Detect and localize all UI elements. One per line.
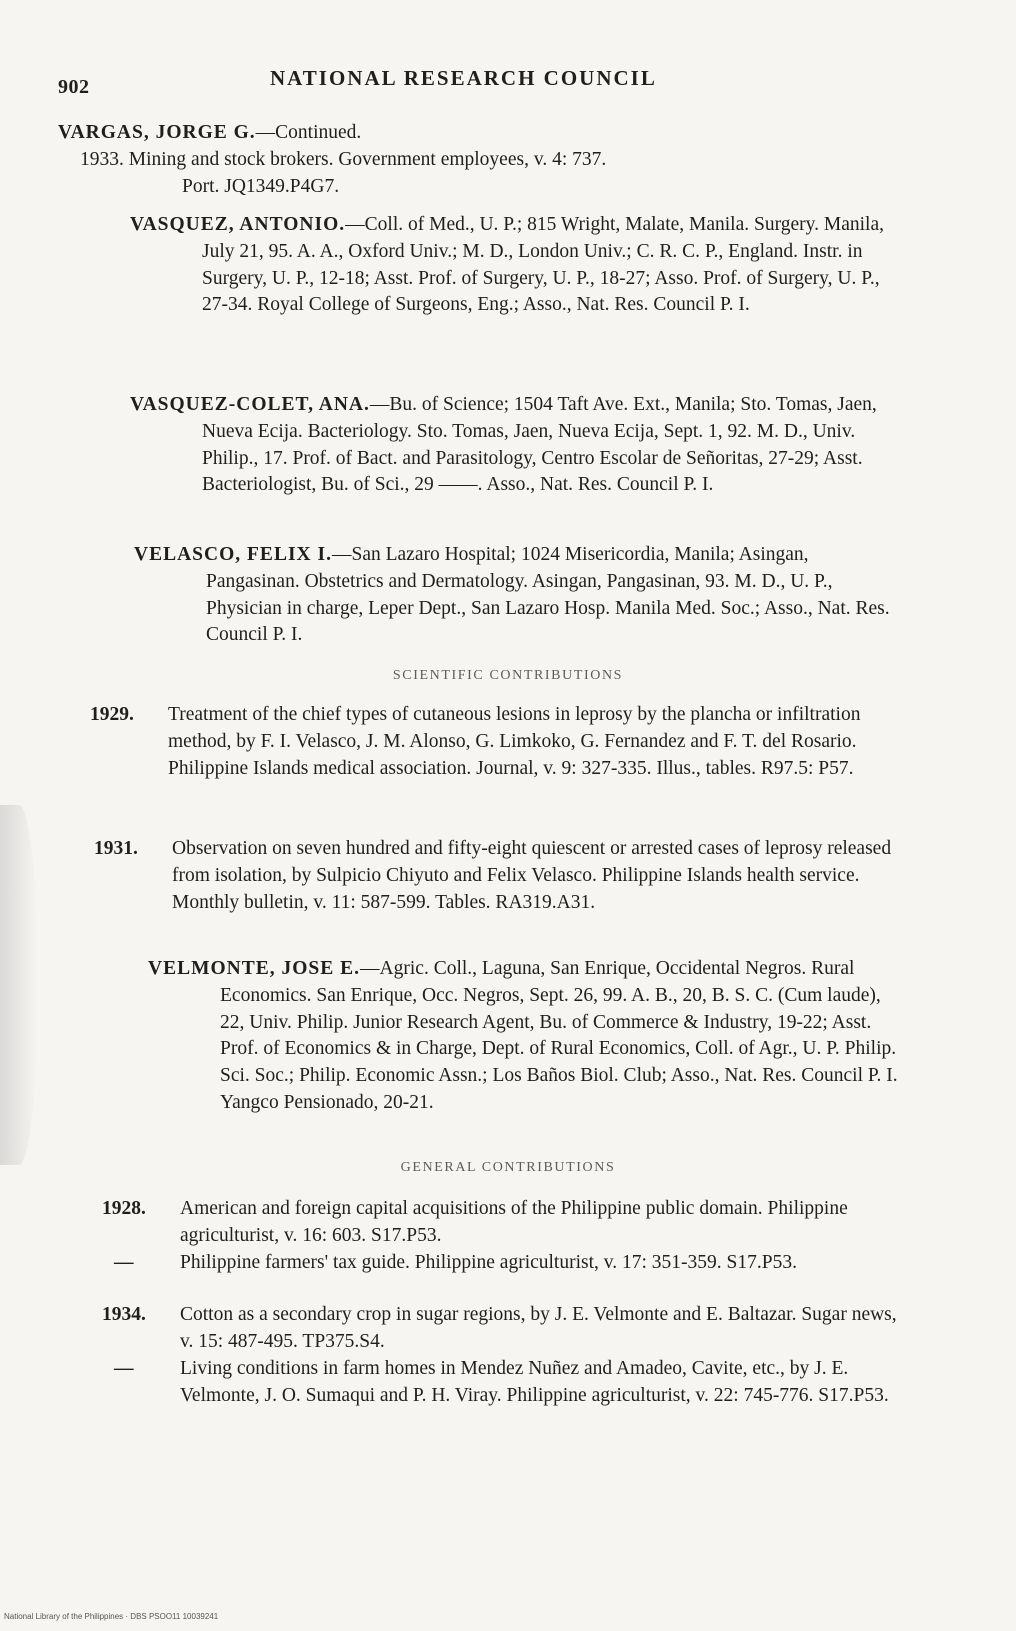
entry-velmonte <box>148 956 902 1117</box>
contribution-text: Philippine farmers' tax guide. Philippine agriculturist, v. 17: 351-359. S17.P53. <box>180 1252 797 1273</box>
contribution-year: 1928. <box>102 1198 146 1219</box>
contribution-item <box>102 1196 902 1250</box>
entry-name: VASQUEZ-COLET, ANA. <box>130 394 370 415</box>
section-heading-general: GENERAL CONTRIBUTIONS <box>400 1160 616 1175</box>
section-heading-scientific: SCIENTIFIC CONTRIBUTIONS <box>392 668 624 683</box>
entry-vasquez-colet <box>130 392 900 499</box>
contribution-year: — <box>114 1252 134 1273</box>
entry-line: Port. JQ1349.P4G7. <box>182 175 340 197</box>
entry-line: 1933. Mining and stock brokers. Government employees, v. 4: 737. <box>80 148 607 170</box>
entry-text: —Coll. of Med., U. P.; 815 Wright, Malate, Manila. Surgery. Manila, July 21, 95. A. A., Oxford Univ.; M. D., London Univ.; C. R. C. P., England. Instr. in Surgery, U. P., 12-18; Asst. Prof. of Surgery, U. P., 18-27; Asso. Prof. of Surgery, U. P., 27-34. Royal College of Surgeons, Eng.; Asso., Nat. Res. Council P. I. <box>202 214 884 316</box>
entry-name: VARGAS, JORGE G. <box>58 122 256 143</box>
contribution-year: 1931. <box>94 838 138 859</box>
contribution-year: 1929. <box>90 704 134 725</box>
contribution-text: American and foreign capital acquisitions of the Philippine public domain. Philippine agriculturist, v. 16: 603. S17.P53. <box>180 1198 848 1246</box>
contribution-item <box>94 836 902 916</box>
contribution-item <box>102 1356 902 1410</box>
contribution-item <box>102 1250 902 1277</box>
page-number: 902 <box>58 76 90 98</box>
contribution-item <box>90 702 902 782</box>
running-title: NATIONAL RESEARCH COUNCIL <box>270 66 657 90</box>
entry-vargas <box>58 120 938 200</box>
entry-text: —San Lazaro Hospital; 1024 Misericordia, Manila; Asingan, Pangasinan. Obstetrics and Dermatology. Asingan, Pangasinan, 93. M. D., U. P., Physician in charge, Leper Dept., San Lazaro Hosp. Manila Med. Soc.; Asso., Nat. Res. Council P. I. <box>206 544 890 646</box>
scan-footer: National Library of the Philippines · DBS PSOO11 10039241 <box>4 1612 219 1621</box>
contribution-text: Observation on seven hundred and fifty-eight quiescent or arrested cases of leprosy released from isolation, by Sulpicio Chiyuto and Felix Velasco. Philippine Islands health service. Monthly bulletin, v. 11: 587-599. Tables. RA319.A31. <box>172 838 892 913</box>
scan-shadow <box>0 805 38 1165</box>
contribution-item <box>102 1302 902 1356</box>
entry-vasquez-antonio <box>130 212 900 319</box>
entry-continued: —Continued. <box>255 122 362 143</box>
contribution-text: Cotton as a secondary crop in sugar regions, by J. E. Velmonte and E. Baltazar. Sugar news, v. 15: 487-495. TP375.S4. <box>180 1304 897 1352</box>
entry-name: VELMONTE, JOSE E. <box>148 958 361 979</box>
entry-name: VASQUEZ, ANTONIO. <box>130 214 346 235</box>
entry-text: —Bu. of Science; 1504 Taft Ave. Ext., Manila; Sto. Tomas, Jaen, Nueva Ecija. Bacteriology. Sto. Tomas, Jaen, Nueva Ecija, Sept. 1, 92. M. D., Univ. Philip., 17. Prof. of Bact. and Parasitology, Centro Escolar de Señoritas, 27-29; Asst. Bacteriologist, Bu. of Sci., 29 ——. Asso., Nat. Res. Council P. I. <box>202 394 877 496</box>
contribution-text: Treatment of the chief types of cutaneous lesions in leprosy by the plancha or infiltration method, by F. I. Velasco, J. M. Alonso, G. Limkoko, G. Fernandez and F. T. del Rosario. Philippine Islands medical association. Journal, v. 9: 327-335. Illus., tables. R97.5: P57. <box>168 704 861 779</box>
contribution-year: 1934. <box>102 1304 146 1325</box>
entry-text: —Agric. Coll., Laguna, San Enrique, Occidental Negros. Rural Economics. San Enrique, Occ. Negros, Sept. 26, 99. A. B., 20, B. S. C. (Cum laude), 22, Univ. Philip. Junior Research Agent, Bu. of Commerce & Industry, 19-22; Asst. Prof. of Economics & in Charge, Dept. of Rural Economics, Coll. of Agr., U. P. Philip. Sci. Soc.; Philip. Economic Assn.; Los Baños Biol. Club; Asso., Nat. Res. Council P. I. Yangco Pensionado, 20-21. <box>220 958 898 1113</box>
entry-name: VELASCO, FELIX I. <box>134 544 332 565</box>
entry-velasco <box>134 542 900 649</box>
contribution-year: — <box>114 1358 134 1379</box>
contribution-text: Living conditions in farm homes in Mendez Nuñez and Amadeo, Cavite, etc., by J. E. Velmonte, J. O. Sumaqui and P. H. Viray. Philippine agriculturist, v. 22: 745-776. S17.P53. <box>180 1358 889 1406</box>
